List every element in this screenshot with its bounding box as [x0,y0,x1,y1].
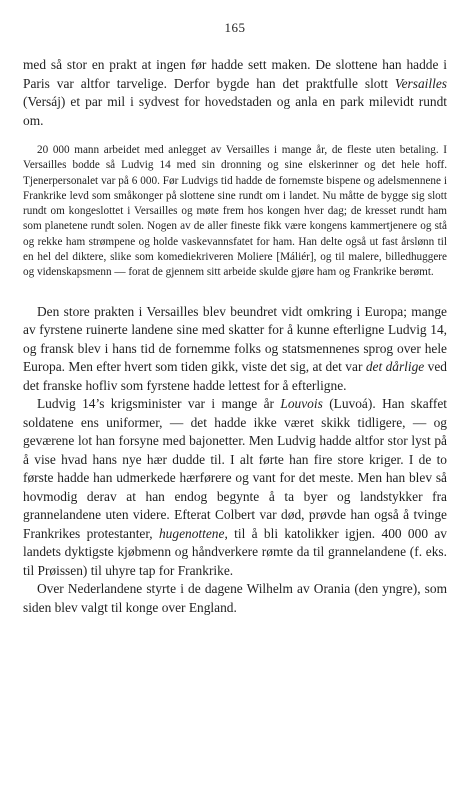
paragraph-text: Den store prakten i Versailles blev beundret vidt omkring i Europa; mange av fyrstene ruinerte landene sine med skatter for å kunne efterligne Ludvig 14, og fransk blev i hans tid de fornemme folks og statsmennenes sprog over hele Europa. Men efter hvert som tiden gikk, viste det sig, at det var [23,303,447,375]
emphasis-louvois: Louvois [280,396,323,412]
paragraph-text: ved det franske hofliv som fyrstene hadde lettest for å efterligne. [23,359,448,393]
paragraph-text: (Versáj) et par mil i sydvest for hovedstaden og anla en park milevidt rundt om. [23,94,447,128]
paragraph-nederlandene: Over Nederlandene styrte i de dagene Wilhelm av Orania (den yngre), som siden blev valgt til konge over England. [23,581,447,615]
paragraph-text: (Luvoá). Han skaffet soldatene ens uniformer, — det hadde ikke været skikk tidligere, — og geværene lot han forsyne med bajonetter. Men Ludvig hadde altfor stor lyst på å vise hvad hans nye hær dudde til. I alt førte han fire store kriger. I de to første hadde han udmerkede hærførere og vant for det meste. Men han blev så hovmodig derav at han endog begynte å ta byer og landstykker fra grannelandene uten videre. Efterat Colbert var død, prøvde han også å tvinge Frankrikes protestanter, [23,396,447,541]
paragraph-text: med så stor en prakt at ingen før hadde sett maken. De slottene han hadde i Paris var altfor tarvelige. Derfor bygde han det praktfulle slott [23,57,447,91]
paragraph-european-imitation [23,303,447,396]
paragraph-versailles-intro [23,56,447,130]
emphasis-hugenottene: hugenottene [158,525,225,541]
paragraph-text: Ludvig 14’s krigsminister var i mange år [37,396,281,412]
paragraph-louvois [23,395,447,580]
paragraph-small-print: 20 000 mann arbeidet med anlegget av Versailles i mange år, de fleste uten betaling. I Versailles bodde så Ludvig 14 med sin dronning og sine elskerinner og det hele hoff. Tjenerpersonalet var på 6 000. Før Ludvigs tid hadde de fornemste bispene og adelsmennene i Frankrike levd som småkonger på slottene sine rundt om i landet. Nu måtte de bygge sig slott rundt om kongeslottet i Versailles og møte frem hos kongen hver dag; de kresset rundt ham som planetene rundt solen. Nogen av de aller fineste fikk være kongens kammertjenere og stå og rekke ham strømpene og holde vaskevannsfatet for ham. Han delte også ut fast årslønn til en hel del diktere, slike som komediekriveren Moliere [Máliér], og til malere, billedhuggere og videnskapsmenn — forat de gjennem sitt arbeide skulde gjøre ham og Frankrike berømt. [23,144,447,279]
emphasis-versailles: Versailles [394,75,447,91]
page-number: 165 [224,20,246,35]
emphasis-det-darlige: det dårlige [365,359,425,375]
paragraph-text: , til å bli katolikker igjen. 400 000 av landets dyktigste kjøbmenn og håndverkere rømte da til grannelandene (f. eks. til Prøissen) til uhyre tap for Frankrike. [23,525,448,578]
